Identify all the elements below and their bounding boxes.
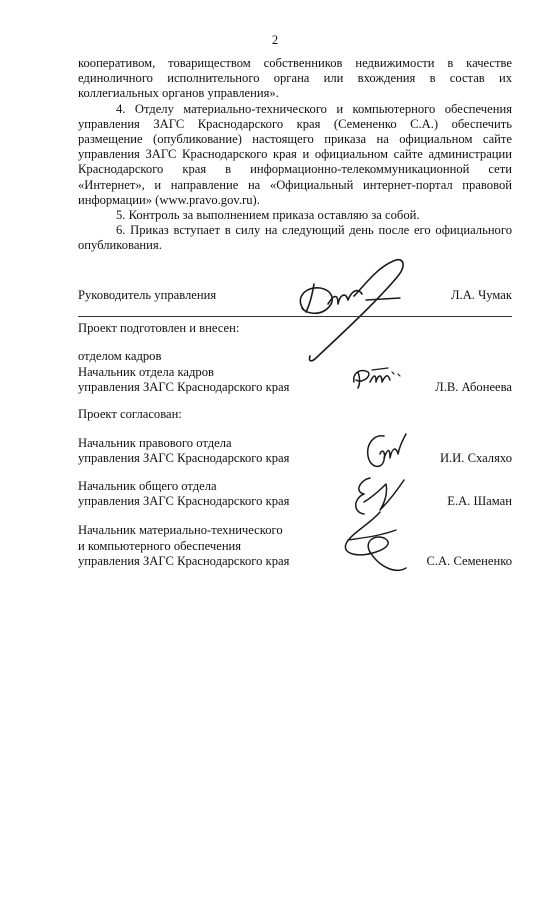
agreed-position bbox=[78, 436, 289, 466]
agreed-signature-row-3 bbox=[78, 523, 512, 569]
agreed-signature-row-2 bbox=[78, 478, 512, 509]
prepared-position bbox=[78, 365, 289, 395]
agreed-name: С.А. Семененко bbox=[426, 553, 512, 568]
position-line: Начальник материально-технического bbox=[78, 523, 283, 538]
separator-line bbox=[78, 316, 512, 317]
position-line: Начальник правового отдела bbox=[78, 435, 232, 450]
position-line: управления ЗАГС Краснодарского края bbox=[78, 493, 290, 508]
paragraph-4: 4. Отделу материально-технического и компьютерного обеспечения управления ЗАГС Краснодарского края (Семененко С.А.) обеспечить размещение (опубликование) настоящего приказа на официальном сайте управления ЗАГС Краснодарского края и официальном сайте администрации Краснодарского края в информационно-телекоммуникационной сети «Интернет», и направление на «Официальный интернет-портал правовой информации» (www.pravo.gov.ru). bbox=[78, 101, 512, 207]
position-line: управления ЗАГС Краснодарского края bbox=[78, 450, 290, 465]
legal-head-signature-image bbox=[362, 430, 412, 472]
order-body bbox=[78, 56, 512, 254]
agreed-signature-row-1 bbox=[78, 435, 512, 466]
prepared-name: Л.В. Абонеева bbox=[435, 379, 512, 394]
position-line: и компьютерного обеспечения bbox=[78, 538, 242, 553]
agreed-name: И.И. Схаляхо bbox=[439, 450, 512, 465]
position-line: управления ЗАГС Краснодарского края bbox=[78, 553, 290, 568]
page-number: 2 bbox=[271, 33, 279, 47]
prepared-department: отделом кадров bbox=[78, 349, 162, 363]
agreed-name: Е.А. Шаман bbox=[447, 493, 512, 508]
prepared-signature-row bbox=[78, 364, 512, 395]
paragraph-6: 6. Приказ вступает в силу на следующий день после его официального опубликования. bbox=[78, 223, 512, 253]
position-line: Начальник общего отдела bbox=[78, 478, 217, 493]
agreed-heading: Проект согласован: bbox=[78, 407, 182, 421]
head-position: Руководитель управления bbox=[78, 287, 217, 302]
prepared-signature-image bbox=[348, 362, 408, 392]
agreed-position bbox=[78, 523, 289, 569]
paragraph-continuation: кооперативом, товариществом собственников недвижимости в качестве единоличного исполнительного органа или вхождения в состав их коллегиальных органов управления». bbox=[78, 56, 512, 101]
head-signature-image bbox=[290, 258, 420, 368]
position-line: Начальник отдела кадров bbox=[78, 364, 214, 379]
agreed-position bbox=[78, 479, 289, 509]
prepared-heading: Проект подготовлен и внесен: bbox=[78, 321, 240, 335]
general-and-mto-signature-image bbox=[340, 472, 420, 582]
paragraph-5: 5. Контроль за выполнением приказа оставляю за собой. bbox=[116, 208, 420, 223]
position-line: управления ЗАГС Краснодарского края bbox=[78, 379, 290, 394]
head-name: Л.А. Чумак bbox=[451, 287, 512, 302]
